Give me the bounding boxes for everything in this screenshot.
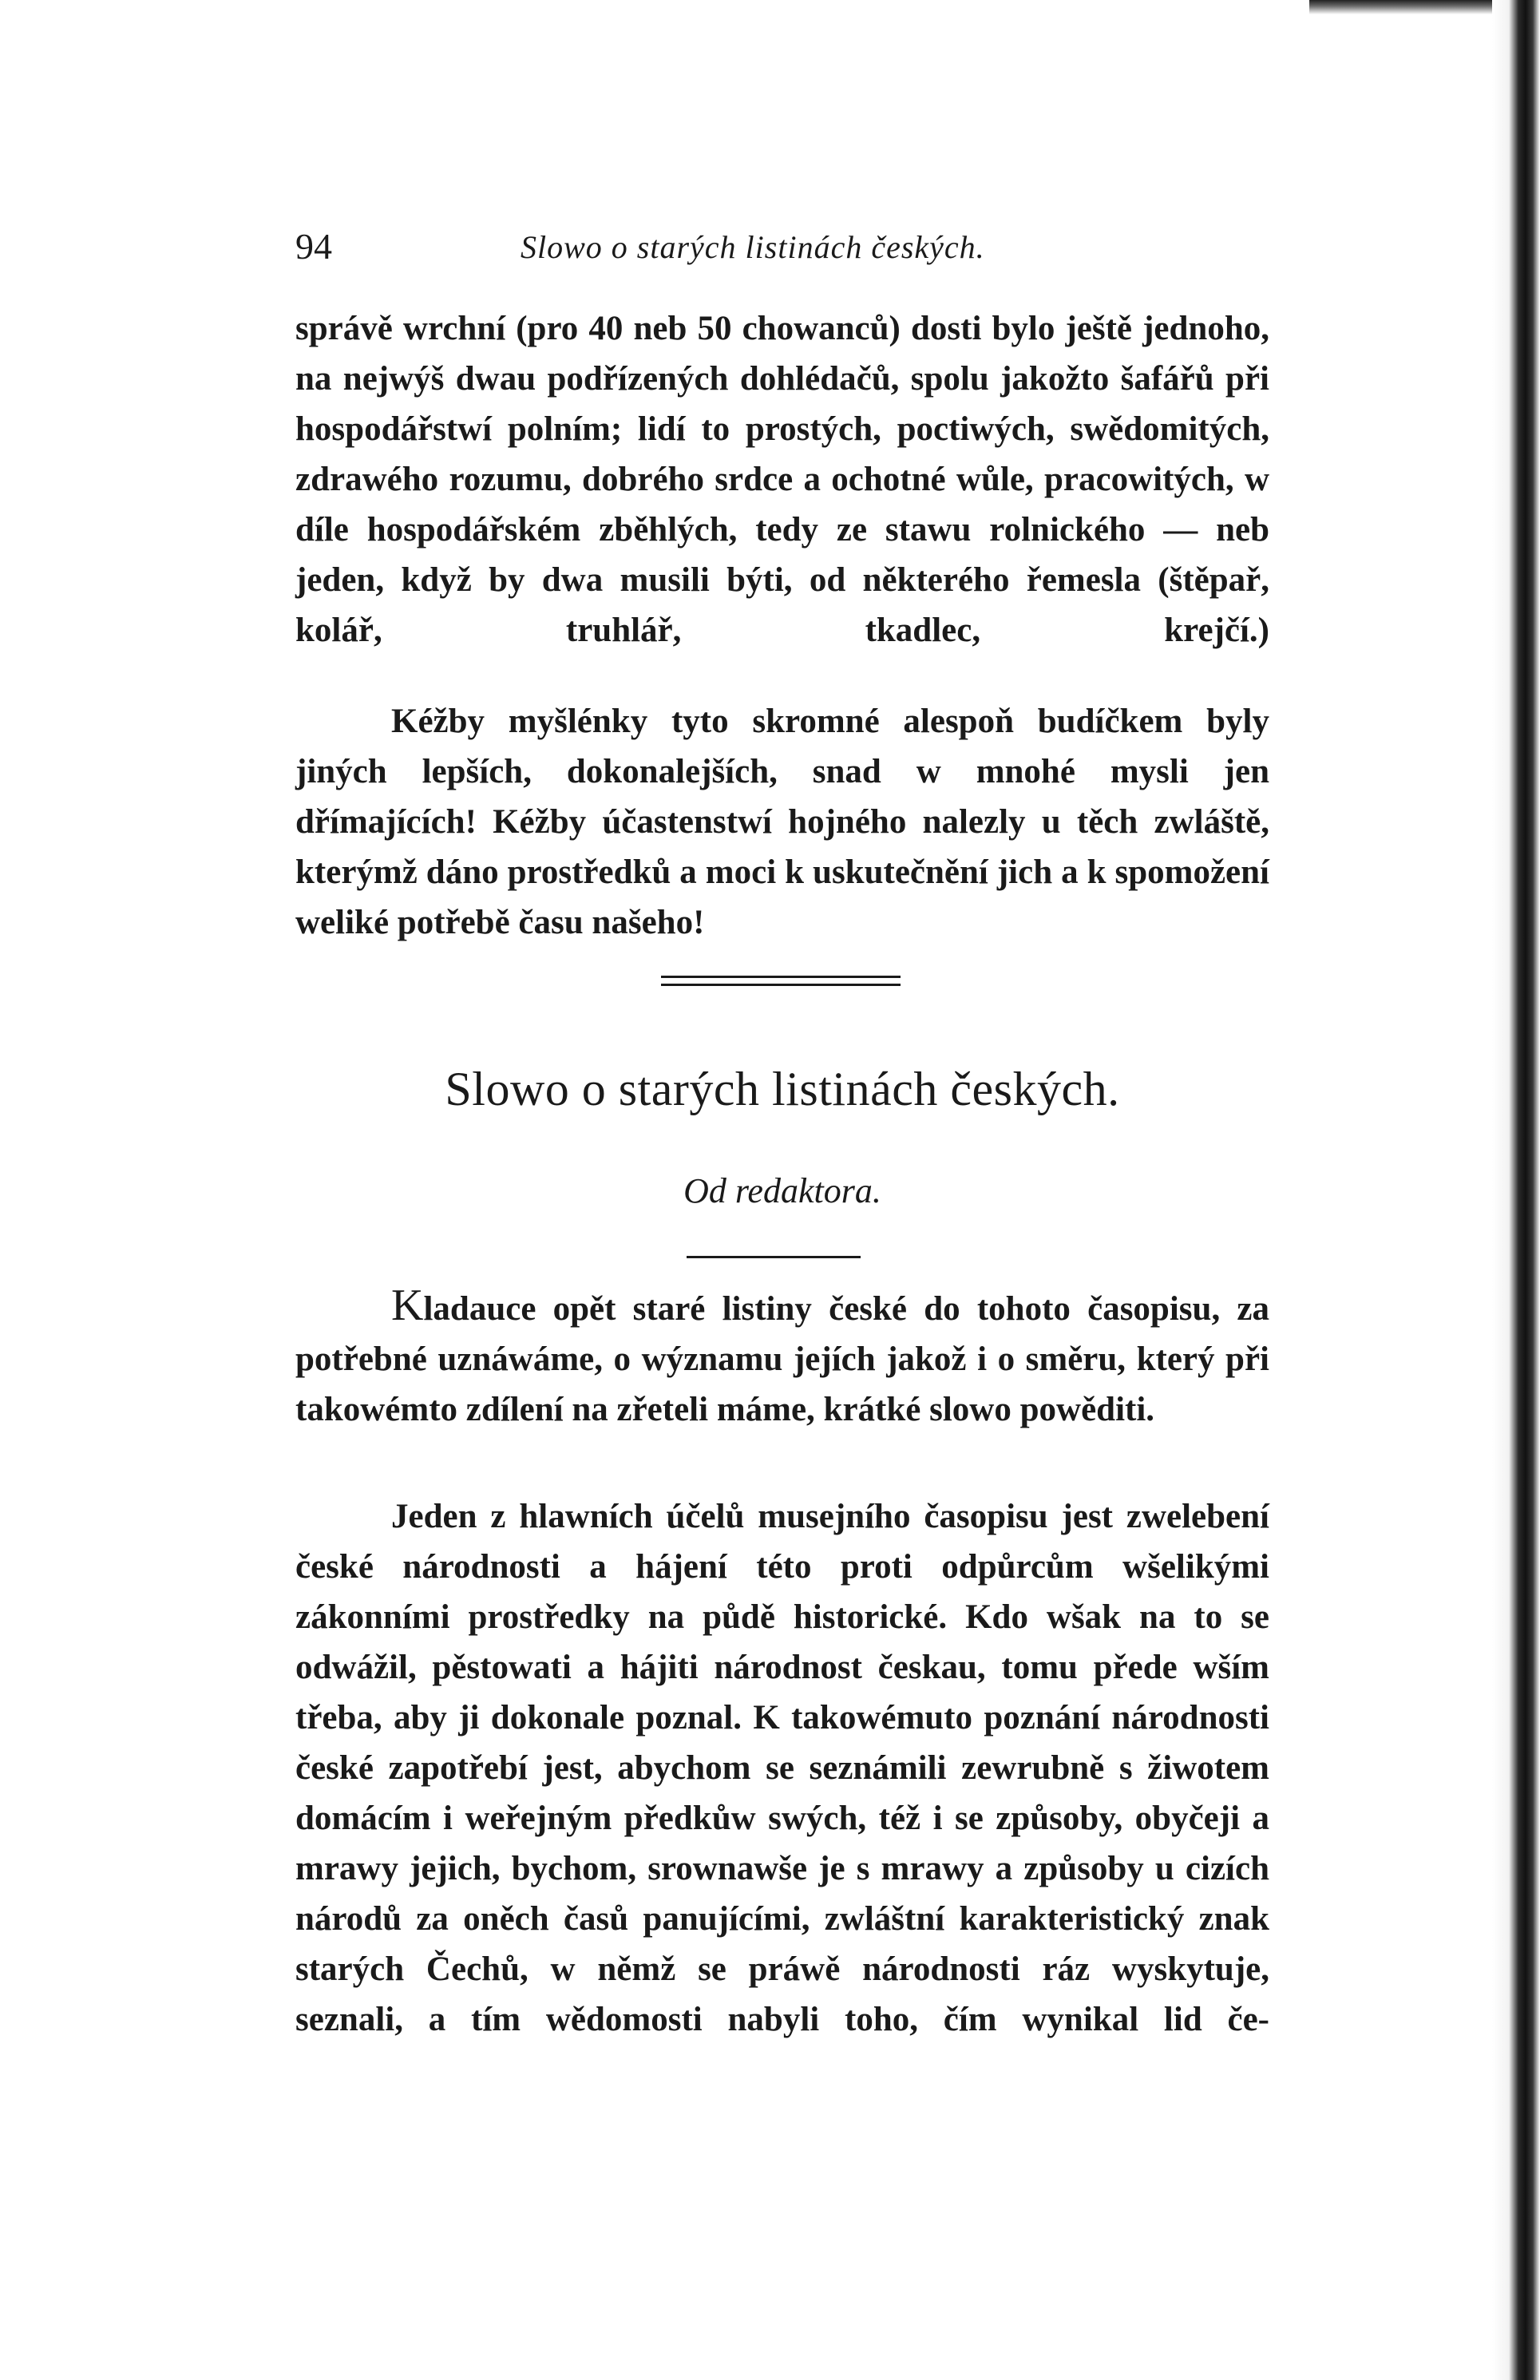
continued-paragraph-2 [295,696,1269,948]
section-divider-top [661,976,901,978]
article-paragraph-2 [295,1491,1269,2045]
initial-letter: K [391,1281,424,1330]
section-divider-bottom [661,984,901,986]
paragraph-text: Jeden z hlawních účelů musejního časopisu jest zwelebení české národnosti a hájení této proti odpůrcům wšelikými zákonními prostředky na půdě historické. Kdo wšak na to se odwážil, pěstowati a hájiti národnost českau, tomu přede wším třeba, aby ji dokonale poznal. K takowémuto poznání národnosti české zapotřebí jest, abychom se seznámili zewrubně s žiwotem domácím i weřejným předkůw swých, též i se způsoby, obyčeji a mrawy jejich, bychom, srownawše je s mrawy a způsoby u cizích národů za oněch časů panujícími, zwláštní karakteristický znak starých Čechů, w němž se práwě národnosti ráz wyskytuje, seznali, a tím wědomosti nabyli toho, čím wynikal lid če- [295,1498,1269,2038]
paragraph-text: Kéžby myšlénky tyto skromné alespoň budíčkem byly jiných lepších, dokonalejších, snad w mnohé mysli jen dřímajících! Kéžby účastenstwí hojného nalezly u těch zwláště, kterýmž dáno prostředků a moci k uskutečnění jich a k spomožení weliké potřebě času našeho! [295,703,1269,941]
paragraph-text: správě wrchní (pro 40 neb 50 chowanců) dosti bylo ještě jednoho, na nejwýš dwau podřízených dohlédačů, spolu jakožto šafářů při hospodářstwí polním; lidí to prostých, poctiwých, swědomitých, zdrawého rozumu, dobrého srdce a ochotné wůle, pracowitých, w díle hospodářském zběhlých, tedy ze stawu rolnického — neb jeden, když by dwa musili býti, od některého řemesla (štěpař, kolář, truhlář, tkadlec, krejčí.) [295,310,1269,649]
running-title: Slowo o starých listinách českých. [521,229,985,265]
page-edge-shadow [1492,0,1540,2380]
running-head [295,225,1293,273]
article-paragraph-1 [295,1281,1269,1435]
paragraph-text [295,1281,1269,1435]
article-byline: Od redaktora. [683,1171,881,1210]
article-title: Slowo o starých listinách českých. [445,1063,1120,1115]
byline-divider [687,1256,861,1258]
paragraph-body: ladauce opět staré listiny české do tohoto časopisu, za potřebné uznáwáme, o wýznamu jejích jakož i o směru, který při takowémto zdílení na zřeteli máme, krátké slowo powěditi. [295,1290,1269,1428]
page-edge-shadow-top [1309,0,1501,14]
continued-paragraph-1 [295,303,1269,655]
page-number: 94 [295,226,332,267]
